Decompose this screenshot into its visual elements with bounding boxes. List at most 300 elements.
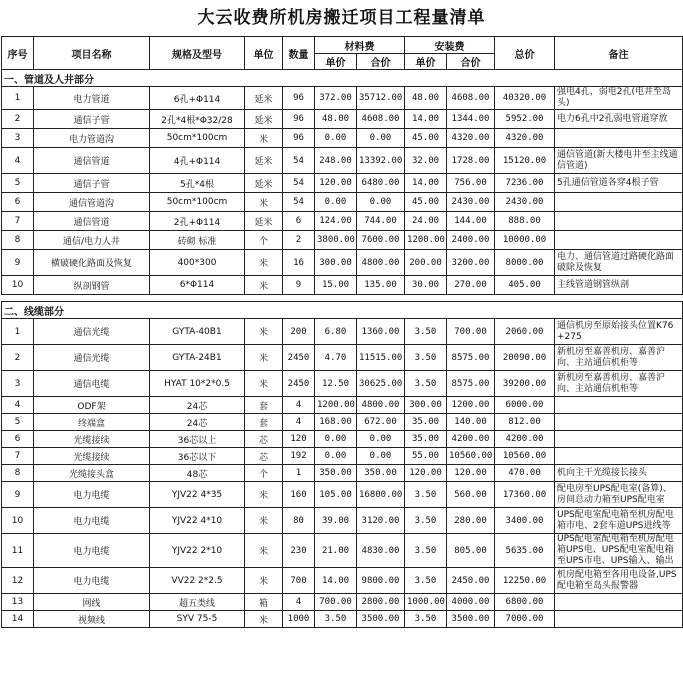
row-spec: 48芯 <box>150 465 245 482</box>
row-spec: YJV22 2*10 <box>150 534 245 568</box>
row-spec: 2孔+Φ114 <box>150 212 245 231</box>
row-install-unit-price: 55.00 <box>405 448 447 465</box>
section-header <box>2 302 683 319</box>
table-row <box>2 414 683 431</box>
row-install-total-price: 4000.00 <box>447 594 495 611</box>
row-remark: UPS配电室配电箱至机房配电箱市电、2套车道UPS进线等 <box>555 508 683 534</box>
row-unit: 套 <box>245 414 283 431</box>
row-seq: 11 <box>2 534 34 568</box>
row-install-total-price: 1344.00 <box>447 110 495 129</box>
row-install-unit-price: 24.00 <box>405 212 447 231</box>
row-install-unit-price: 48.00 <box>405 87 447 110</box>
row-install-total-price: 140.00 <box>447 414 495 431</box>
row-name: 光缆接续 <box>34 448 150 465</box>
row-install-total-price: 2430.00 <box>447 193 495 212</box>
row-seq: 9 <box>2 250 34 276</box>
row-material-unit-price: 21.00 <box>315 534 357 568</box>
row-material-unit-price: 350.00 <box>315 465 357 482</box>
table-row <box>2 508 683 534</box>
row-unit: 延米 <box>245 148 283 174</box>
row-remark <box>555 193 683 212</box>
table-row <box>2 212 683 231</box>
row-sum: 405.00 <box>495 276 555 295</box>
row-spec: 24芯 <box>150 414 245 431</box>
row-install-unit-price: 1200.00 <box>405 231 447 250</box>
row-spec: 4孔+Φ114 <box>150 148 245 174</box>
row-install-total-price: 8575.00 <box>447 371 495 397</box>
row-material-unit-price: 3.50 <box>315 611 357 628</box>
row-name: 通信电缆 <box>34 371 150 397</box>
row-unit: 米 <box>245 250 283 276</box>
row-qty: 54 <box>283 193 315 212</box>
table-row <box>2 465 683 482</box>
row-remark <box>555 594 683 611</box>
row-sum: 812.00 <box>495 414 555 431</box>
row-material-total-price: 135.00 <box>357 276 405 295</box>
row-spec: 6孔+Φ114 <box>150 87 245 110</box>
row-unit: 米 <box>245 319 283 345</box>
row-material-total-price: 11515.00 <box>357 345 405 371</box>
row-material-unit-price: 0.00 <box>315 431 357 448</box>
row-seq: 6 <box>2 193 34 212</box>
row-sum: 10000.00 <box>495 231 555 250</box>
table-row <box>2 611 683 628</box>
table-row <box>2 534 683 568</box>
header-material: 材料费 <box>315 37 405 54</box>
row-qty: 6 <box>283 212 315 231</box>
table-row <box>2 371 683 397</box>
header-install: 安装费 <box>405 37 495 54</box>
sheet-title: 大云收费所机房搬迁项目工程量清单 <box>197 8 486 28</box>
row-seq: 4 <box>2 148 34 174</box>
header-qty: 数量 <box>283 37 315 70</box>
gap-cell <box>2 295 683 302</box>
row-install-total-price: 560.00 <box>447 482 495 508</box>
table-row <box>2 431 683 448</box>
row-material-unit-price: 6.80 <box>315 319 357 345</box>
row-name: 通信子管 <box>34 174 150 193</box>
row-remark: 新机房至嘉善机房、嘉善沪向、主站通信机柜等 <box>555 371 683 397</box>
row-qty: 2450 <box>283 371 315 397</box>
row-qty: 9 <box>283 276 315 295</box>
row-seq: 7 <box>2 212 34 231</box>
table-row <box>2 148 683 174</box>
row-seq: 6 <box>2 431 34 448</box>
row-seq: 10 <box>2 276 34 295</box>
row-install-unit-price: 3.50 <box>405 371 447 397</box>
row-unit: 米 <box>245 193 283 212</box>
table-row <box>2 231 683 250</box>
row-name: 电力管道 <box>34 87 150 110</box>
table-row <box>2 276 683 295</box>
row-unit: 米 <box>245 345 283 371</box>
row-material-unit-price: 3800.00 <box>315 231 357 250</box>
row-sum: 40320.00 <box>495 87 555 110</box>
table-row <box>2 110 683 129</box>
table-row <box>2 87 683 110</box>
row-remark: 5孔通信管道各穿4根子管 <box>555 174 683 193</box>
header-install-total-price: 合价 <box>447 54 495 70</box>
row-qty: 2 <box>283 231 315 250</box>
row-unit: 米 <box>245 371 283 397</box>
row-unit: 延米 <box>245 212 283 231</box>
section-title: 一、管道及人井部分 <box>2 70 683 87</box>
header-install-unit-price: 单价 <box>405 54 447 70</box>
row-material-total-price: 35712.00 <box>357 87 405 110</box>
row-remark: 电力、通信管道过路硬化路面破除及恢复 <box>555 250 683 276</box>
table-row <box>2 568 683 594</box>
row-remark: 新机房至嘉善机房、嘉善沪向、主站通信机柜等 <box>555 345 683 371</box>
row-material-unit-price: 168.00 <box>315 414 357 431</box>
row-material-unit-price: 0.00 <box>315 448 357 465</box>
row-material-unit-price: 248.00 <box>315 148 357 174</box>
row-sum: 7000.00 <box>495 611 555 628</box>
row-install-total-price: 1728.00 <box>447 148 495 174</box>
row-seq: 7 <box>2 448 34 465</box>
section-header <box>2 70 683 87</box>
row-install-total-price: 270.00 <box>447 276 495 295</box>
row-unit: 芯 <box>245 431 283 448</box>
row-qty: 54 <box>283 148 315 174</box>
row-remark <box>555 129 683 148</box>
row-seq: 10 <box>2 508 34 534</box>
row-unit: 米 <box>245 611 283 628</box>
row-sum: 17360.00 <box>495 482 555 508</box>
row-install-total-price: 2450.00 <box>447 568 495 594</box>
row-material-unit-price: 48.00 <box>315 110 357 129</box>
row-qty: 54 <box>283 174 315 193</box>
row-material-total-price: 4800.00 <box>357 397 405 414</box>
row-material-unit-price: 124.00 <box>315 212 357 231</box>
row-material-unit-price: 120.00 <box>315 174 357 193</box>
row-material-unit-price: 372.00 <box>315 87 357 110</box>
row-qty: 120 <box>283 431 315 448</box>
row-install-unit-price: 1000.00 <box>405 594 447 611</box>
row-qty: 4 <box>283 414 315 431</box>
row-name: 通信/电力人井 <box>34 231 150 250</box>
row-unit: 米 <box>245 568 283 594</box>
row-install-unit-price: 35.00 <box>405 431 447 448</box>
row-install-total-price: 4200.00 <box>447 431 495 448</box>
row-install-unit-price: 3.50 <box>405 611 447 628</box>
row-material-total-price: 7600.00 <box>357 231 405 250</box>
row-install-total-price: 1200.00 <box>447 397 495 414</box>
row-name: ODF架 <box>34 397 150 414</box>
row-name: 横破硬化路面及恢复 <box>34 250 150 276</box>
row-material-total-price: 0.00 <box>357 193 405 212</box>
row-unit: 米 <box>245 276 283 295</box>
row-install-total-price: 2400.00 <box>447 231 495 250</box>
row-install-unit-price: 32.00 <box>405 148 447 174</box>
row-name: 网线 <box>34 594 150 611</box>
section-gap <box>2 295 683 302</box>
row-seq: 3 <box>2 129 34 148</box>
row-install-unit-price: 3.50 <box>405 508 447 534</box>
row-name: 视频线 <box>34 611 150 628</box>
row-sum: 7236.00 <box>495 174 555 193</box>
row-install-unit-price: 14.00 <box>405 110 447 129</box>
row-spec: 24芯 <box>150 397 245 414</box>
row-material-total-price: 9800.00 <box>357 568 405 594</box>
row-qty: 96 <box>283 87 315 110</box>
row-remark: 配电房至UPS配电室(备算)、房间总动力箱至UPS配电室 <box>555 482 683 508</box>
row-material-total-price: 4608.00 <box>357 110 405 129</box>
row-install-unit-price: 3.50 <box>405 345 447 371</box>
row-spec: HYAT 10*2*0.5 <box>150 371 245 397</box>
row-name: 通信管道 <box>34 212 150 231</box>
row-spec: 36芯以下 <box>150 448 245 465</box>
row-install-total-price: 3500.00 <box>447 611 495 628</box>
row-remark: 机房配电箱至各用电设备,UPS配电箱至岛头报警器 <box>555 568 683 594</box>
row-install-total-price: 4608.00 <box>447 87 495 110</box>
row-seq: 1 <box>2 319 34 345</box>
row-material-total-price: 3120.00 <box>357 508 405 534</box>
row-seq: 2 <box>2 110 34 129</box>
row-name: 纵剖钢管 <box>34 276 150 295</box>
header-material-total-price: 合价 <box>357 54 405 70</box>
row-material-total-price: 0.00 <box>357 431 405 448</box>
row-install-unit-price: 300.00 <box>405 397 447 414</box>
row-material-total-price: 350.00 <box>357 465 405 482</box>
row-install-total-price: 700.00 <box>447 319 495 345</box>
row-seq: 4 <box>2 397 34 414</box>
row-material-unit-price: 12.50 <box>315 371 357 397</box>
row-qty: 96 <box>283 110 315 129</box>
row-unit: 芯 <box>245 448 283 465</box>
row-material-total-price: 30625.00 <box>357 371 405 397</box>
row-spec: YJV22 4*35 <box>150 482 245 508</box>
row-remark: UPS配电室配电箱至机房配电箱UPS电、UPS配电室配电箱至UPS市电、UPS输入、输出 <box>555 534 683 568</box>
table-row <box>2 193 683 212</box>
row-qty: 16 <box>283 250 315 276</box>
row-install-total-price: 805.00 <box>447 534 495 568</box>
row-name: 通信子管 <box>34 110 150 129</box>
row-name: 光缆接续 <box>34 431 150 448</box>
row-qty: 2450 <box>283 345 315 371</box>
row-material-unit-price: 4.70 <box>315 345 357 371</box>
section-title: 二、线缆部分 <box>2 302 683 319</box>
table-row <box>2 129 683 148</box>
row-material-total-price: 0.00 <box>357 448 405 465</box>
table-row <box>2 397 683 414</box>
row-qty: 192 <box>283 448 315 465</box>
row-qty: 96 <box>283 129 315 148</box>
row-sum: 2060.00 <box>495 319 555 345</box>
row-unit: 个 <box>245 231 283 250</box>
row-material-total-price: 2800.00 <box>357 594 405 611</box>
row-unit: 延米 <box>245 87 283 110</box>
row-unit: 米 <box>245 534 283 568</box>
row-qty: 1000 <box>283 611 315 628</box>
row-sum: 4320.00 <box>495 129 555 148</box>
row-material-unit-price: 0.00 <box>315 129 357 148</box>
row-install-unit-price: 3.50 <box>405 534 447 568</box>
row-seq: 12 <box>2 568 34 594</box>
row-seq: 5 <box>2 414 34 431</box>
row-unit: 延米 <box>245 110 283 129</box>
row-install-unit-price: 30.00 <box>405 276 447 295</box>
row-material-unit-price: 14.00 <box>315 568 357 594</box>
row-install-unit-price: 14.00 <box>405 174 447 193</box>
row-material-total-price: 672.00 <box>357 414 405 431</box>
row-install-unit-price: 45.00 <box>405 129 447 148</box>
row-material-total-price: 744.00 <box>357 212 405 231</box>
row-name: 通信管道沟 <box>34 193 150 212</box>
row-sum: 15120.00 <box>495 148 555 174</box>
row-remark <box>555 414 683 431</box>
row-spec: VV22 2*2.5 <box>150 568 245 594</box>
row-install-unit-price: 3.50 <box>405 482 447 508</box>
row-install-total-price: 280.00 <box>447 508 495 534</box>
row-unit: 套 <box>245 397 283 414</box>
row-spec: YJV22 4*10 <box>150 508 245 534</box>
row-sum: 2430.00 <box>495 193 555 212</box>
row-qty: 80 <box>283 508 315 534</box>
table-row <box>2 250 683 276</box>
row-qty: 4 <box>283 397 315 414</box>
row-sum: 5635.00 <box>495 534 555 568</box>
row-qty: 200 <box>283 319 315 345</box>
row-unit: 米 <box>245 482 283 508</box>
header-material-unit-price: 单价 <box>315 54 357 70</box>
row-sum: 39200.00 <box>495 371 555 397</box>
row-material-unit-price: 1200.00 <box>315 397 357 414</box>
row-unit: 米 <box>245 129 283 148</box>
row-spec: 6*Φ114 <box>150 276 245 295</box>
row-name: 光缆接头盒 <box>34 465 150 482</box>
row-material-unit-price: 39.00 <box>315 508 357 534</box>
row-seq: 9 <box>2 482 34 508</box>
row-material-unit-price: 300.00 <box>315 250 357 276</box>
row-material-total-price: 13392.00 <box>357 148 405 174</box>
row-install-unit-price: 35.00 <box>405 414 447 431</box>
row-install-total-price: 8575.00 <box>447 345 495 371</box>
row-remark: 机向主干光缆接长接头 <box>555 465 683 482</box>
row-install-total-price: 3200.00 <box>447 250 495 276</box>
row-remark: 通信管道(新大楼电井至主线通信管道) <box>555 148 683 174</box>
row-install-total-price: 4320.00 <box>447 129 495 148</box>
table-body <box>2 70 683 628</box>
table-row <box>2 594 683 611</box>
row-sum: 10560.00 <box>495 448 555 465</box>
row-sum: 4200.00 <box>495 431 555 448</box>
row-unit: 米 <box>245 508 283 534</box>
header-name: 项目名称 <box>34 37 150 70</box>
row-qty: 230 <box>283 534 315 568</box>
row-qty: 700 <box>283 568 315 594</box>
row-remark <box>555 448 683 465</box>
row-remark: 主线管道钢管纵剖 <box>555 276 683 295</box>
row-remark: 通信机房至原始接头位置K76+275 <box>555 319 683 345</box>
row-material-unit-price: 105.00 <box>315 482 357 508</box>
table-row <box>2 448 683 465</box>
row-sum: 888.00 <box>495 212 555 231</box>
row-sum: 20090.00 <box>495 345 555 371</box>
row-install-unit-price: 120.00 <box>405 465 447 482</box>
row-spec: SYV 75-5 <box>150 611 245 628</box>
row-material-total-price: 4800.00 <box>357 250 405 276</box>
row-name: 终端盒 <box>34 414 150 431</box>
row-name: 电力电缆 <box>34 508 150 534</box>
row-spec: 砖砌 标准 <box>150 231 245 250</box>
row-unit: 个 <box>245 465 283 482</box>
header-seq: 序号 <box>2 37 34 70</box>
row-material-total-price: 16800.00 <box>357 482 405 508</box>
row-name: 通信光缆 <box>34 345 150 371</box>
row-seq: 1 <box>2 87 34 110</box>
row-material-unit-price: 15.00 <box>315 276 357 295</box>
row-unit: 延米 <box>245 174 283 193</box>
row-seq: 8 <box>2 231 34 250</box>
row-spec: 5孔*4根 <box>150 174 245 193</box>
table-row <box>2 319 683 345</box>
row-qty: 160 <box>283 482 315 508</box>
row-remark <box>555 397 683 414</box>
table-row <box>2 345 683 371</box>
row-install-unit-price: 200.00 <box>405 250 447 276</box>
row-material-total-price: 1360.00 <box>357 319 405 345</box>
row-sum: 12250.00 <box>495 568 555 594</box>
row-sum: 5952.00 <box>495 110 555 129</box>
row-material-total-price: 0.00 <box>357 129 405 148</box>
row-qty: 4 <box>283 594 315 611</box>
row-material-total-price: 3500.00 <box>357 611 405 628</box>
row-material-total-price: 6480.00 <box>357 174 405 193</box>
row-spec: 50cm*100cm <box>150 129 245 148</box>
row-sum: 3400.00 <box>495 508 555 534</box>
row-material-unit-price: 700.00 <box>315 594 357 611</box>
row-name: 电力管道沟 <box>34 129 150 148</box>
row-remark <box>555 611 683 628</box>
row-install-total-price: 144.00 <box>447 212 495 231</box>
row-spec: 50cm*100cm <box>150 193 245 212</box>
row-spec: GYTA-24B1 <box>150 345 245 371</box>
row-name: 电力电缆 <box>34 534 150 568</box>
row-qty: 1 <box>283 465 315 482</box>
row-install-total-price: 756.00 <box>447 174 495 193</box>
row-name: 电力电缆 <box>34 568 150 594</box>
row-unit: 箱 <box>245 594 283 611</box>
row-remark: 电力6孔中2孔弱电管道穿放 <box>555 110 683 129</box>
row-install-total-price: 10560.00 <box>447 448 495 465</box>
row-sum: 8000.00 <box>495 250 555 276</box>
row-spec: GYTA-40B1 <box>150 319 245 345</box>
row-sum: 6000.00 <box>495 397 555 414</box>
header-unit: 单位 <box>245 37 283 70</box>
row-seq: 13 <box>2 594 34 611</box>
row-remark <box>555 212 683 231</box>
quantity-table <box>1 36 683 628</box>
row-seq: 2 <box>2 345 34 371</box>
row-spec: 超五类线 <box>150 594 245 611</box>
row-sum: 470.00 <box>495 465 555 482</box>
row-name: 通信管道 <box>34 148 150 174</box>
row-install-unit-price: 3.50 <box>405 568 447 594</box>
header-spec: 规格及型号 <box>150 37 245 70</box>
row-material-total-price: 4830.00 <box>357 534 405 568</box>
row-spec: 2孔*4根*Φ32/28 <box>150 110 245 129</box>
row-remark <box>555 231 683 250</box>
row-install-total-price: 120.00 <box>447 465 495 482</box>
row-material-unit-price: 0.00 <box>315 193 357 212</box>
row-remark <box>555 431 683 448</box>
row-remark: 强电4孔，弱电2孔(电井至岛头) <box>555 87 683 110</box>
row-sum: 6800.00 <box>495 594 555 611</box>
header-remark: 备注 <box>555 37 683 70</box>
row-install-unit-price: 3.50 <box>405 319 447 345</box>
header-sum: 总价 <box>495 37 555 70</box>
row-seq: 5 <box>2 174 34 193</box>
